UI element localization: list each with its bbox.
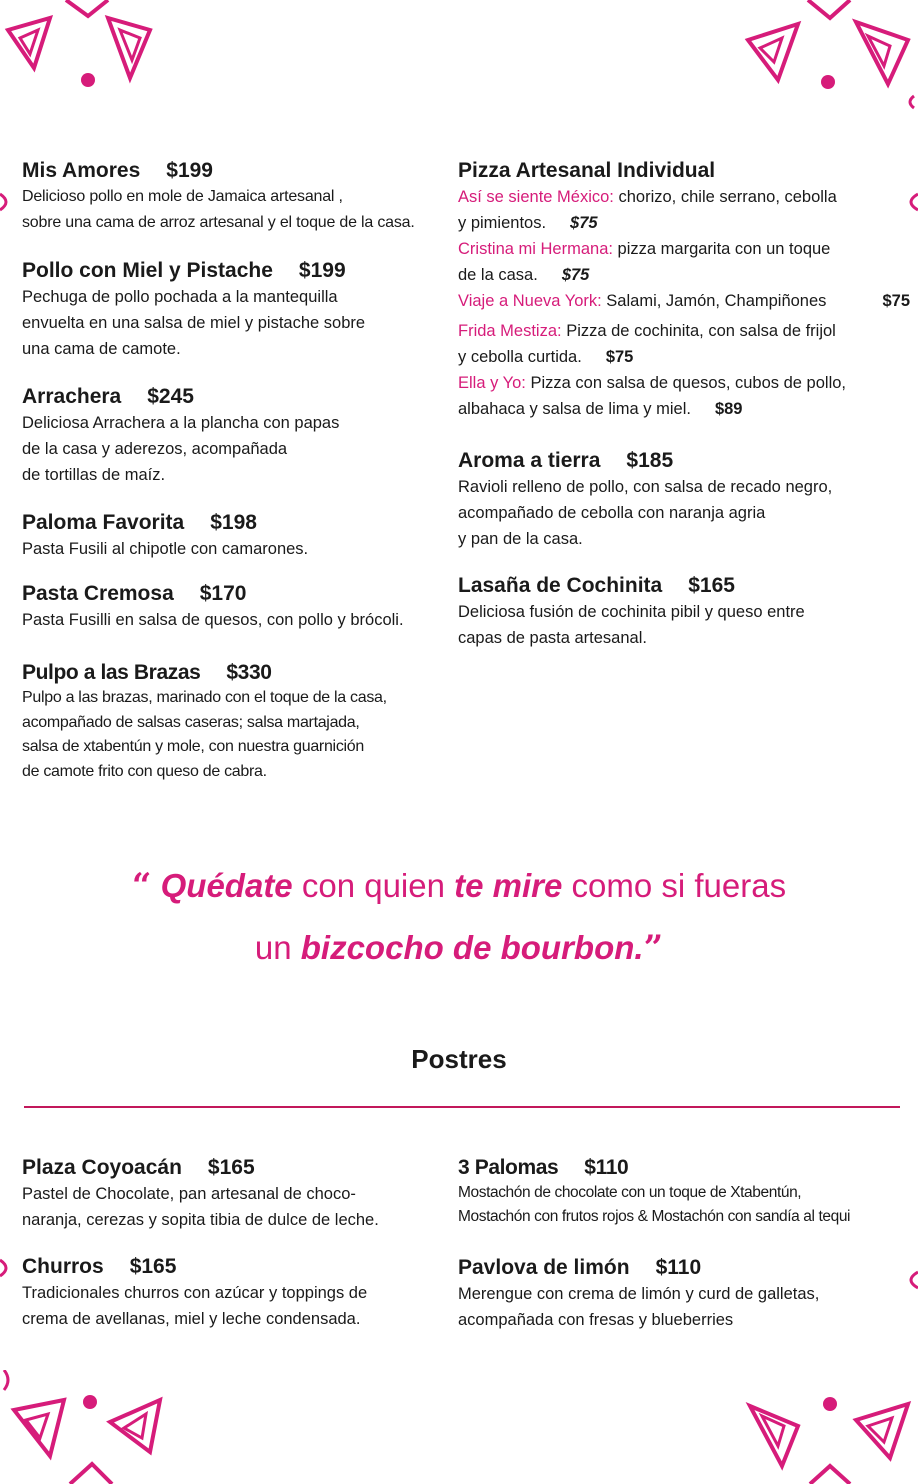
description-line: Pulpo a las brazas, marinado con el toque de la casa,	[22, 689, 387, 706]
item-title	[22, 384, 339, 410]
description-line: acompañada con fresas y blueberries	[458, 1311, 734, 1329]
pizza-line	[458, 236, 912, 262]
description-line: de la casa y aderezos, acompañada	[22, 440, 288, 458]
description-line: Merengue con crema de limón y curd de galletas,	[458, 1285, 820, 1303]
description-line: Pechuga de pollo pochada a la mantequilla	[22, 288, 338, 306]
pizza-name: Viaje a Nueva York:	[458, 292, 602, 310]
ornament-bottom-left-icon	[0, 1370, 200, 1484]
description-line: Delicioso pollo en mole de Jamaica artesanal ,	[22, 188, 343, 205]
pizza-line	[458, 370, 912, 396]
pizza-line	[458, 396, 912, 422]
item-name: Pulpo a las Brazas	[22, 661, 201, 684]
description-line: de tortillas de maíz.	[22, 466, 166, 484]
section-divider	[24, 1106, 900, 1108]
pizza-line	[458, 262, 912, 288]
ornament-top-right-icon	[738, 0, 918, 120]
item-description	[458, 599, 805, 651]
item-price: $185	[626, 449, 674, 472]
item-description	[22, 536, 308, 562]
item-description	[22, 607, 404, 633]
description-line: Mostachón de chocolate con un toque de Xtabentún,	[458, 1184, 802, 1201]
menu-item	[22, 384, 339, 488]
item-name: Mis Amores	[22, 159, 141, 182]
item-title	[22, 1155, 379, 1181]
section-title: Postres	[411, 1044, 507, 1074]
pizza-price: $75	[882, 292, 910, 310]
item-description	[22, 686, 387, 784]
item-price: $165	[207, 1156, 255, 1179]
description-line: Pasta Fusilli en salsa de quesos, con pollo y brócoli.	[22, 611, 404, 629]
pizza-line	[458, 344, 912, 370]
description-line: Ravioli relleno de pollo, con salsa de recado negro,	[458, 478, 833, 496]
pizza-text: y pimientos.	[458, 214, 547, 232]
pizza-name: Así se siente México:	[458, 188, 614, 206]
item-title	[22, 258, 365, 284]
pizza-title: Pizza Artesanal Individual	[458, 159, 716, 182]
pizza-text: Salami, Jamón, Champiñones	[601, 292, 827, 310]
description-line: naranja, cerezas y sopita tibia de dulce de leche.	[22, 1211, 379, 1229]
quote-line-1	[0, 864, 918, 908]
item-description	[22, 184, 415, 236]
item-title	[22, 581, 404, 607]
item-name: Arrachera	[22, 385, 122, 408]
description-line: salsa de xtabentún y mole, con nuestra guarnición	[22, 738, 364, 755]
pizza-text: albahaca y salsa de lima y miel.	[458, 400, 691, 418]
quote-emphasis: te mire	[454, 867, 563, 904]
item-price: $165	[688, 574, 735, 597]
menu-item	[22, 581, 404, 633]
description-line: capas de pasta artesanal.	[458, 629, 647, 647]
item-name: Plaza Coyoacán	[22, 1156, 182, 1179]
pizza-line	[458, 288, 912, 314]
pizza-text: pizza margarita con un toque	[612, 240, 831, 258]
menu-item	[458, 573, 805, 651]
item-price: $199	[166, 159, 213, 182]
item-name: Pasta Cremosa	[22, 582, 174, 605]
item-title	[458, 1155, 918, 1181]
pizza-name: Ella y Yo:	[458, 374, 526, 392]
item-price: $198	[210, 511, 257, 534]
pizza-line	[458, 210, 912, 236]
item-description	[22, 1181, 379, 1233]
item-price: $110	[584, 1156, 629, 1179]
ornament-bottom-right-icon	[738, 1370, 918, 1484]
description-line: Deliciosa fusión de cochinita pibil y queso entre	[458, 603, 805, 621]
description-line: envuelta en una salsa de miel y pistache sobre	[22, 314, 366, 332]
description-line: Deliciosa Arrachera a la plancha con papas	[22, 414, 340, 432]
pizza-price: $75	[561, 266, 590, 284]
ornament-side-right-icon	[900, 1268, 918, 1292]
pizza-price: $89	[714, 400, 743, 418]
description-line: crema de avellanas, miel y leche condensada.	[22, 1310, 361, 1328]
description-line: acompañado de cebolla con naranja agria	[458, 504, 766, 522]
item-description	[458, 1181, 918, 1229]
item-title	[458, 1255, 819, 1281]
quote-close-mark: ”	[643, 928, 664, 968]
item-price: $170	[199, 582, 247, 605]
description-line: de camote frito con queso de cabra.	[22, 762, 267, 780]
quote-text: un	[254, 929, 301, 966]
item-title	[22, 1254, 367, 1280]
description-line: Pasta Fusili al chipotle con camarones.	[22, 540, 309, 558]
description-line: sobre una cama de arroz artesanal y el toque de la casa.	[22, 214, 415, 231]
ornament-top-left-icon	[0, 0, 180, 100]
quote-text: como si fueras	[562, 867, 787, 904]
item-title	[458, 573, 805, 599]
item-name: Paloma Favorita	[22, 511, 185, 534]
quote-emphasis: Quédate	[160, 867, 293, 904]
item-description	[458, 1281, 819, 1333]
pizza-text: de la casa.	[458, 266, 538, 284]
item-name: Lasaña de Cochinita	[458, 574, 663, 597]
item-name: Pollo con Miel y Pistache	[22, 259, 273, 282]
quote-emphasis: bizcocho de bourbon.	[300, 929, 644, 966]
pizza-name: Cristina mi Hermana:	[458, 240, 613, 258]
pizza-price: $75	[570, 214, 598, 232]
pizza-price: $75	[605, 348, 634, 366]
item-description	[22, 284, 365, 362]
item-name: Pavlova de limón	[458, 1256, 630, 1279]
pizza-line	[458, 184, 912, 210]
item-price: $199	[298, 259, 346, 282]
pizza-text: chorizo, chile serrano, cebolla	[613, 188, 837, 206]
dessert-item	[458, 1255, 819, 1333]
item-title	[22, 158, 415, 184]
description-line: Tradicionales churros con azúcar y toppings de	[22, 1284, 368, 1302]
pizza-text: Pizza de cochinita, con salsa de frijol	[561, 322, 836, 340]
pizza-name: Frida Mestiza:	[458, 322, 562, 340]
item-description	[22, 410, 339, 488]
description-line: Pastel de Chocolate, pan artesanal de choco-	[22, 1185, 356, 1203]
quote-line-2	[0, 926, 918, 970]
dessert-item	[458, 1155, 918, 1229]
description-line: una cama de camote.	[22, 340, 181, 358]
description-line: y pan de la casa.	[458, 530, 583, 548]
menu-item	[22, 258, 365, 362]
dessert-item	[22, 1254, 367, 1332]
description-line: acompañado de salsas caseras; salsa martajada,	[22, 713, 360, 731]
item-price: $110	[655, 1256, 702, 1279]
pizza-text: Pizza con salsa de quesos, cubos de pollo,	[525, 374, 847, 392]
item-price: $245	[147, 385, 194, 408]
item-name: 3 Palomas	[458, 1156, 559, 1179]
dessert-item	[22, 1155, 379, 1233]
item-title	[458, 448, 832, 474]
item-price: $165	[129, 1255, 177, 1278]
item-title	[22, 510, 308, 536]
item-name: Churros	[22, 1255, 104, 1278]
menu-item	[22, 510, 308, 562]
item-name: Aroma a tierra	[458, 449, 601, 472]
item-title	[22, 660, 387, 686]
menu-item	[458, 448, 832, 552]
description-line: Mostachón con frutos rojos & Mostachón con sandía al tequi	[458, 1208, 851, 1225]
quote-open-mark: “	[131, 866, 152, 906]
pizza-section	[458, 158, 912, 422]
ornament-side-left-icon	[0, 190, 14, 214]
pizza-line	[458, 318, 912, 344]
menu-item	[22, 660, 387, 784]
quote-text: con quien	[292, 867, 455, 904]
item-price: $330	[226, 661, 272, 684]
menu-item	[22, 158, 415, 236]
pizza-text: y cebolla curtida.	[458, 348, 582, 366]
item-description	[22, 1280, 367, 1332]
item-description	[458, 474, 832, 552]
ornament-side-left-icon	[0, 1256, 14, 1280]
